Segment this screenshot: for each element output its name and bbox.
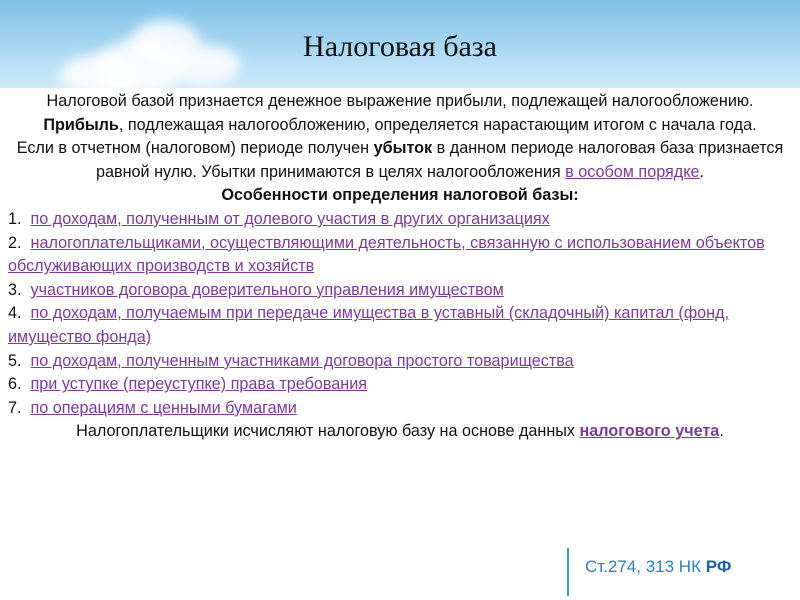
paragraph-loss-end: . — [699, 162, 705, 181]
paragraph-profit-text: , подлежащая налогообложению, определяется нарастающим итогом с начала года. — [118, 115, 757, 134]
list-item — [8, 302, 792, 349]
list-item — [8, 350, 792, 374]
paragraph-loss — [8, 137, 792, 184]
item-link[interactable]: налогоплательщиками, осуществляющими деятельность, связанную с использованием объектов обслуживающих производств и хозяйств — [8, 233, 765, 276]
list-item — [8, 279, 792, 303]
item-number: 7. — [8, 398, 22, 417]
list-item — [8, 397, 792, 421]
term-loss: убыток — [373, 139, 433, 158]
slide-body — [8, 90, 792, 444]
item-link[interactable]: участников договора доверительного управления имуществом — [30, 280, 504, 299]
item-link[interactable]: по доходам, получаемым при передаче имущества в уставный (складочный) капитал (фонд, имущество фонда) — [8, 304, 730, 346]
paragraph-loss-text-start: Если в отчетном (налоговом) периоде получен — [16, 139, 374, 158]
item-link[interactable]: по доходам, полученным участниками договора простого товарищества — [30, 351, 574, 370]
footer-reference — [585, 557, 731, 577]
paragraph-closing — [8, 420, 792, 444]
closing-text: Налогоплательщики исчисляют налоговую базу на основе данных — [76, 422, 580, 441]
list-item — [8, 232, 792, 279]
item-number: 5. — [8, 351, 22, 370]
item-link[interactable]: по доходам, полученным от долевого участия в других организациях — [30, 209, 550, 228]
item-number: 6. — [8, 375, 22, 394]
paragraph-loss-text-mid: в данном периоде налоговая база признается равной нулю. Убытки принимаются в целях налогообложения — [95, 139, 784, 181]
subheading: Особенности определения налоговой базы: — [221, 186, 579, 205]
tax-accounting-link[interactable]: налогового учета — [579, 422, 720, 441]
item-number: 1. — [8, 209, 22, 228]
item-link[interactable]: по операциям с ценными бумагами — [30, 398, 297, 417]
page-title: Налоговая база — [303, 30, 497, 63]
item-number: 4. — [8, 304, 22, 323]
item-number: 2. — [8, 233, 22, 252]
closing-end: . — [719, 422, 724, 441]
footer-ref-text: Ст.274, 313 НК — [585, 557, 706, 576]
list-item — [8, 208, 792, 232]
item-link[interactable]: при уступке (переуступке) права требования — [30, 375, 368, 394]
footer-divider — [567, 548, 569, 596]
paragraph-profit — [8, 114, 792, 138]
term-profit: Прибыль — [43, 115, 119, 134]
item-number: 3. — [8, 280, 22, 299]
header-banner — [0, 0, 800, 88]
special-order-link[interactable]: в особом порядке — [565, 162, 700, 181]
footer-rf: РФ — [705, 557, 732, 576]
paragraph-definition: Налоговой базой признается денежное выражение прибыли, подлежащей налогообложению. — [46, 92, 754, 110]
list-item — [8, 373, 792, 397]
